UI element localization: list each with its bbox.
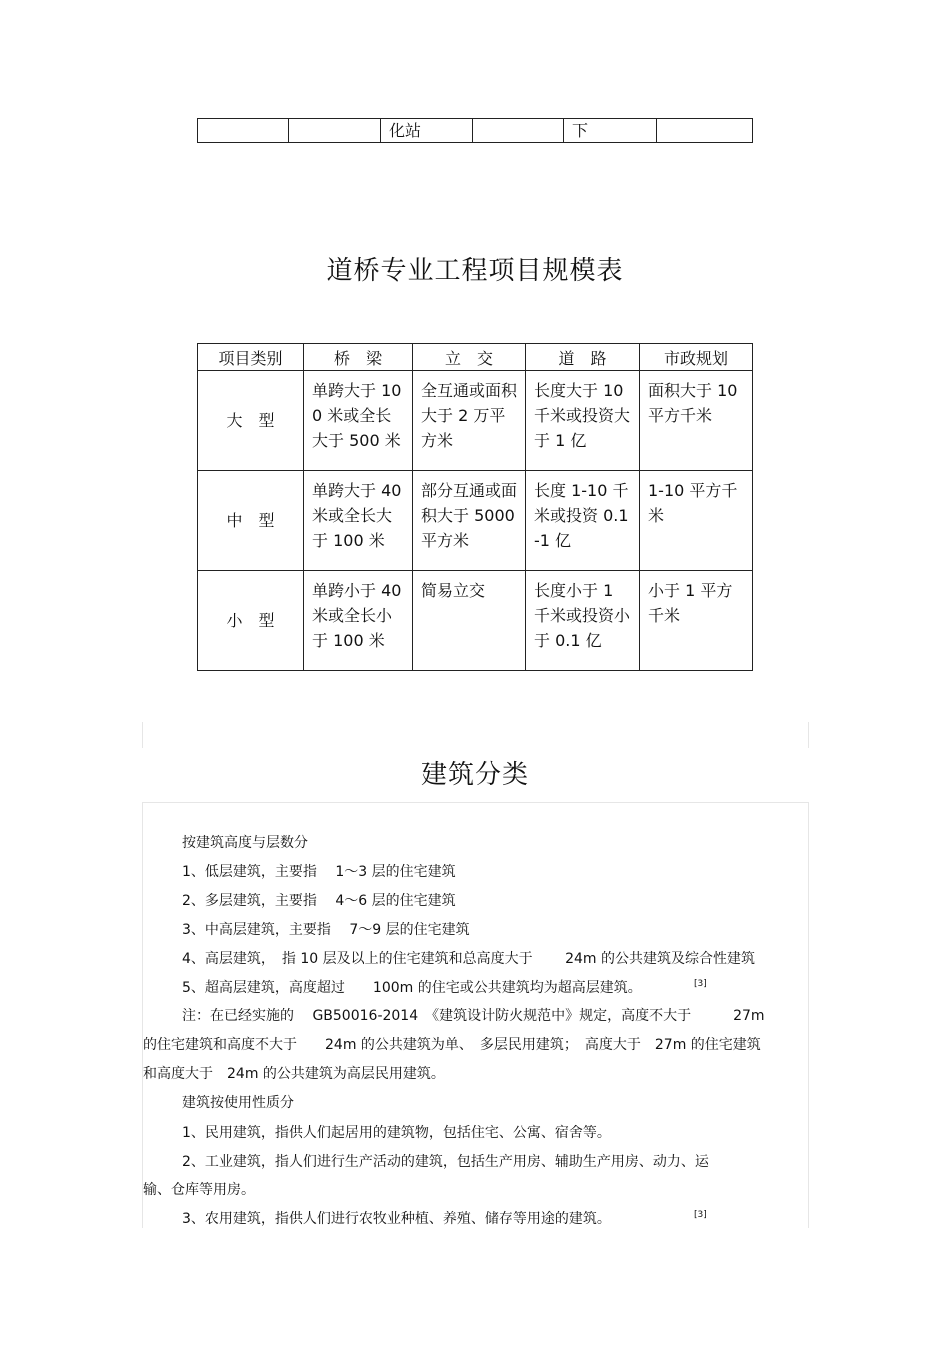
table-cell: 全互通或面积大于 2 万平方米 xyxy=(413,371,526,471)
table-row xyxy=(198,371,753,471)
row-category: 小 型 xyxy=(198,571,304,671)
row-category: 中 型 xyxy=(198,471,304,571)
table-cell: 单跨小于 40 米或全长小于 100 米 xyxy=(304,571,413,671)
list-item: 1、低层建筑，主要指 1～3 层的住宅建筑 xyxy=(182,864,456,880)
list-item: 2、工业建筑，指人们进行生产活动的建筑，包括生产用房、辅助生产用房、动力、运 xyxy=(182,1154,709,1170)
table-cell: 小于 1 平方千米 xyxy=(640,571,753,671)
list-item: 1、民用建筑，指供人们起居用的建筑物，包括住宅、公寓、宿舍等。 xyxy=(182,1125,611,1141)
column-header: 项目类别 xyxy=(198,344,304,371)
column-header: 道 路 xyxy=(526,344,640,371)
table-row xyxy=(198,571,753,671)
note-line: 的住宅建筑和高度不大于 24m 的公共建筑为单、 多层民用建筑； 高度大于 27m 的住宅建筑 xyxy=(143,1037,761,1053)
row-category: 大 型 xyxy=(198,371,304,471)
column-header: 桥 梁 xyxy=(304,344,413,371)
table-cell xyxy=(198,119,289,143)
list-item: 3、农用建筑，指供人们进行农牧业种植、养殖、储存等用途的建筑。 xyxy=(182,1211,611,1227)
table-cell: 下 xyxy=(564,119,657,143)
citation-ref: [3] xyxy=(694,979,707,989)
note-line: 和高度大于 24m 的公共建筑为高层民用建筑。 xyxy=(143,1066,445,1082)
fragment-table xyxy=(197,118,753,143)
table-cell: 面积大于 10 平方千米 xyxy=(640,371,753,471)
table-row xyxy=(198,471,753,571)
subheading-usage: 建筑按使用性质分 xyxy=(182,1095,294,1111)
table-cell: 部分互通或面积大于 5000 平方米 xyxy=(413,471,526,571)
table-cell: 1-10 平方千米 xyxy=(640,471,753,571)
list-item: 2、多层建筑，主要指 4～6 层的住宅建筑 xyxy=(182,893,456,909)
table-cell: 单跨大于 40 米或全长大于 100 米 xyxy=(304,471,413,571)
table-row xyxy=(198,119,753,143)
table-cell: 单跨大于 100 米或全长大于 500 米 xyxy=(304,371,413,471)
table-cell: 长度小于 1 千米或投资小于 0.1 亿 xyxy=(526,571,640,671)
column-header: 立 交 xyxy=(413,344,526,371)
table-cell: 长度大于 10 千米或投资大于 1 亿 xyxy=(526,371,640,471)
table-cell xyxy=(657,119,753,143)
table-cell: 化站 xyxy=(381,119,473,143)
subheading-height: 按建筑高度与层数分 xyxy=(182,835,308,851)
list-item: 4、高层建筑， 指 10 层及以上的住宅建筑和总高度大于 24m 的公共建筑及综合性建筑 xyxy=(182,951,755,967)
section-frame-top xyxy=(142,722,809,748)
building-section-title: 建筑分类 xyxy=(420,760,529,790)
table-cell: 简易立交 xyxy=(413,571,526,671)
table-cell xyxy=(289,119,381,143)
table-cell xyxy=(473,119,564,143)
citation-ref: [3] xyxy=(694,1210,707,1220)
column-header: 市政规划 xyxy=(640,344,753,371)
list-item: 3、中高层建筑，主要指 7～9 层的住宅建筑 xyxy=(182,922,470,938)
scale-table-title: 道桥专业工程项目规模表 xyxy=(326,256,624,286)
project-scale-table xyxy=(197,343,753,671)
list-item-continuation: 输、仓库等用房。 xyxy=(143,1182,255,1198)
note-line: 注：在已经实施的 GB50016-2014 《建筑设计防火规范中》规定，高度不大于 27m xyxy=(182,1008,765,1024)
table-header-row xyxy=(198,344,753,371)
table-cell: 长度 1-10 千米或投资 0.1-1 亿 xyxy=(526,471,640,571)
list-item: 5、超高层建筑，高度超过 100m 的住宅或公共建筑均为超高层建筑。 xyxy=(182,980,642,996)
